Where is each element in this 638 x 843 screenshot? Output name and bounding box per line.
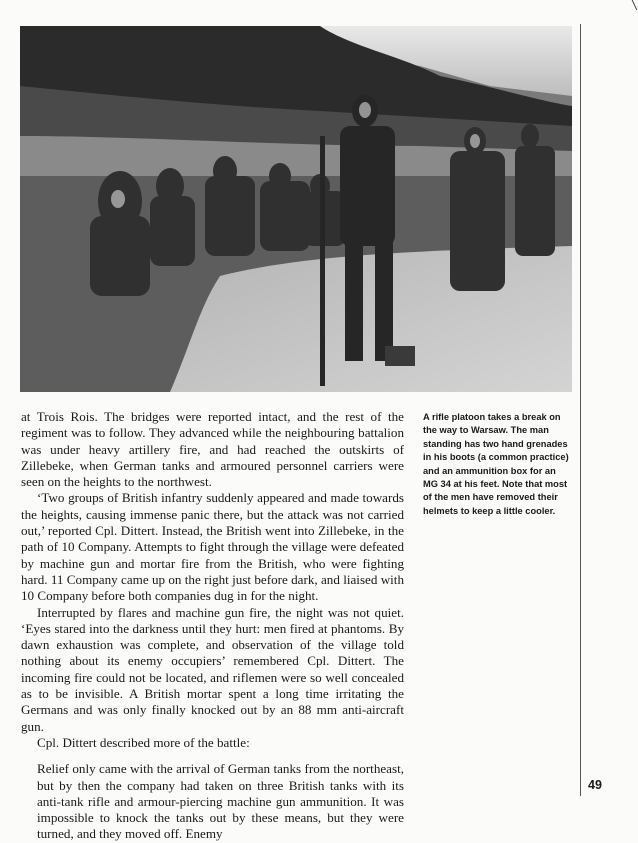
paragraph: Interrupted by flares and machine gun fire, the night was not quiet. ‘Eyes stared into the darkness until they hurt: men fired at phantoms. By dawn exhaustion was complete, and observation of the village told nothing about its enemy occupiers’ remembered Cpl. Dittert. The incoming fire could not be located, and riflemen were so well concealed as to be invisible. A British mortar spent a long time irritating the Germans and was only finally knocked out by an 88 mm anti-aircraft gun. xyxy=(21,604,404,734)
photo-rifle-platoon xyxy=(20,26,572,392)
photo-caption: A rifle platoon takes a break on the way to Warsaw. The man standing has two hand grenades in his boots (a common practice) and an ammunition box for an MG 34 at his feet. Note that most of the men have removed their helmets to keep a little cooler. xyxy=(423,412,569,516)
paragraph: at Trois Rois. The bridges were reported intact, and the rest of the regiment was to follow. They advanced while the neighbouring battalion was under heavy artillery fire, and had reached the outskirts of Zillebeke, when German tanks and armoured personnel carriers were seen on the heights to the northwest. xyxy=(21,409,404,490)
paragraph: ‘Two groups of British infantry suddenly appeared and made towards the heights, causing immense panic there, but the attack was not carried out,’ reported Cpl. Dittert. Instead, the British went into Zillebeke, in the path of 10 Company. Attempts to fight through the village were defeated by machine gun and mortar fire from the British, who were fighting hard. 11 Company came up on the right just before dark, and liaised with 10 Company before both companies dug in for the night. xyxy=(21,490,404,604)
photo-illustration xyxy=(20,26,572,392)
column-divider xyxy=(580,24,581,796)
paragraph: Cpl. Dittert described more of the battle: xyxy=(37,734,250,750)
page-number: 49 xyxy=(588,778,602,792)
body-text xyxy=(21,409,404,843)
corner-mark xyxy=(626,0,638,10)
block-quote: Relief only came with the arrival of German tanks from the northeast, but by then the company had taken on three British tanks with its anti-tank rifle and armour-piercing machine gun ammunition. It was impossible to knock the tanks out by these means, but they were turned, and they moved off. Enemy xyxy=(37,761,404,842)
